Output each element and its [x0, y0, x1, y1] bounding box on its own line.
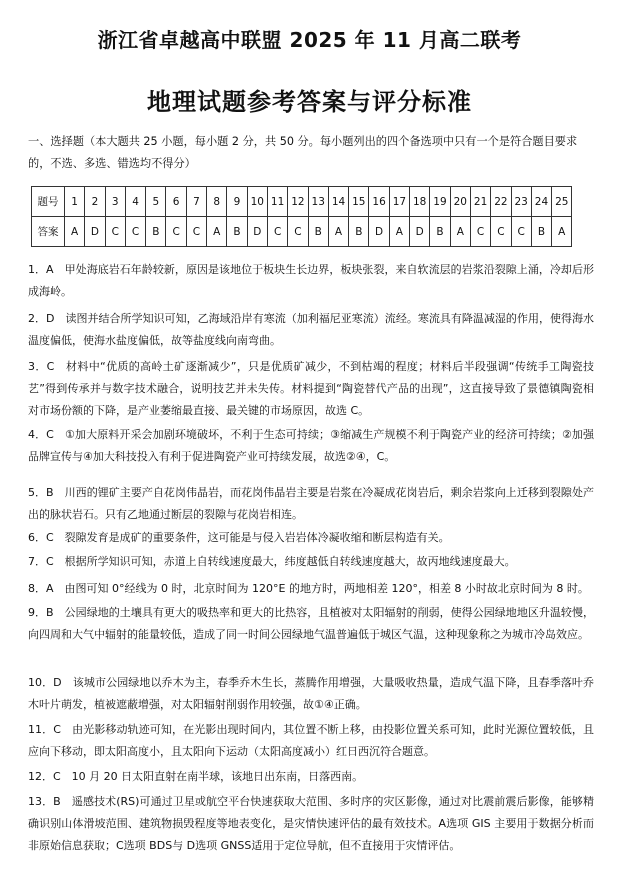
answer-cell: A — [389, 217, 409, 247]
question-number: 4 — [125, 187, 145, 217]
explanation-9: 9．B 公园绿地的土壤具有更大的吸热率和更大的比热容，且植被对太阳辐射的削弱，使得公园绿地地区升温较慢，向四周和大气中辐射的能量较低，造成了同一时间公园绿地气温普遍低于城区气温，这种现象称之为城市冷岛效应。 — [28, 606, 594, 641]
explanation-6: 6．C 裂隙发育是成矿的重要条件，这可能是与侵入岩岩体冷凝收缩和断层构造有关。 — [28, 531, 450, 544]
answer-cell: C — [125, 217, 145, 247]
answer-cell: B — [146, 217, 166, 247]
answer-cell: C — [267, 217, 287, 247]
question-number: 7 — [186, 187, 206, 217]
question-number: 20 — [450, 187, 470, 217]
exam-title: 浙江省卓越高中联盟 2025 年 11 月高二联考 — [97, 28, 522, 52]
question-number: 19 — [430, 187, 450, 217]
answer-cell: A — [65, 217, 85, 247]
answer-cell: B — [227, 217, 247, 247]
answer-cell: D — [369, 217, 389, 247]
question-number: 21 — [470, 187, 490, 217]
question-number: 14 — [328, 187, 348, 217]
explanation-13: 13．B 遥感技术(RS)可通过卫星或航空平台快速获取大范围、多时序的灾区影像，通过对比震前震后影像，能够精确识别山体滑坡范围、建筑物损毁程度等地表变化，是灾情快速评估的最有效技术。A选项 GIS 主要用于数据分析而非原始信息获取；C选项 BDS与 D选项 GNSS适用于定位导航，但不直接用于灾情评估。 — [28, 795, 594, 852]
explanation-2: 2．D 读图并结合所学知识可知，乙海域沿岸有寒流（加利福尼亚寒流）流经。寒流具有降温减湿的作用，使得海水温度偏低，使海水盐度偏低，故等盐度线向南弯曲。 — [28, 312, 594, 347]
explanation-8: 8．A 由图可知 0°经线为 0 时，北京时间为 120°E 的地方时，两地相差 120°，相差 8 小时故北京时间为 8 时。 — [28, 582, 589, 595]
answer-cell: D — [247, 217, 267, 247]
answer-cell: A — [207, 217, 227, 247]
question-number: 24 — [531, 187, 551, 217]
question-number-row — [32, 187, 572, 217]
answer-cell: C — [288, 217, 308, 247]
answer-cell: C — [511, 217, 531, 247]
explanation-12: 12．C 10 月 20 日太阳直射在南半球，该地日出东南，日落西南。 — [28, 770, 364, 783]
explanation-3: 3．C 材料中“优质的高岭土矿逐渐减少”，只是优质矿减少，不到枯竭的程度；材料后半段强调“传统手工陶瓷技艺”得到传承并与数字技术融合，说明技艺并未失传。材料提到“陶瓷替代产品的出现”，这直接导致了景德镇陶瓷相对市场份额的下降，是产业萎缩最直接、最关键的市场原因，故选 C。 — [28, 360, 594, 417]
answer-table — [31, 186, 572, 247]
answer-cell: B — [531, 217, 551, 247]
question-number: 10 — [247, 187, 267, 217]
answer-cell: C — [470, 217, 490, 247]
question-number: 22 — [491, 187, 511, 217]
explanation-4: 4．C ①加大原料开采会加剧环境破坏，不利于生态可持续；③缩减生产规模不利于陶瓷产业的经济可持续；②加强品牌宣传与④加大科技投入有利于促进陶瓷产业可持续发展，故选②④，C。 — [28, 428, 594, 463]
question-number: 17 — [389, 187, 409, 217]
answer-cell: D — [410, 217, 430, 247]
explanation-11: 11．C 由光影移动轨迹可知，在光影出现时间内，其位置不断上移，由投影位置关系可知，此时光源位置较低，且应向下移动，即太阳高度小，且太阳向下运动（太阳高度减小）红日西沉符合题意。 — [28, 723, 594, 758]
explanation-10: 10．D 该城市公园绿地以乔木为主，春季乔木生长，蒸腾作用增强，大量吸收热量，造成气温下降，且春季落叶乔木叶片萌发，植被遮蔽增强，对太阳辐射削弱作用较强，故①④正确。 — [28, 676, 594, 711]
explanation-1: 1．A 甲处海底岩石年龄较新，原因是该地位于板块生长边界，板块张裂，来自软流层的岩浆沿裂隙上涌，冷却后形成海岭。 — [28, 263, 594, 298]
answer-row — [32, 217, 572, 247]
question-number: 15 — [349, 187, 369, 217]
explanation-5: 5．B 川西的锂矿主要产自花岗伟晶岩，而花岗伟晶岩主要是岩浆在冷凝成花岗岩后，剩余岩浆向上迁移到裂隙处产出的脉状岩石。只有乙地通过断层的裂隙与花岗岩相连。 — [28, 486, 594, 521]
question-number: 18 — [410, 187, 430, 217]
row-label-number: 题号 — [32, 187, 65, 217]
answer-cell: B — [349, 217, 369, 247]
question-number: 8 — [207, 187, 227, 217]
row-label-answer: 答案 — [32, 217, 65, 247]
question-number: 12 — [288, 187, 308, 217]
question-number: 13 — [308, 187, 328, 217]
explanation-7: 7．C 根据所学知识可知，赤道上自转线速度最大，纬度越低自转线速度越大，故丙地线速度最大。 — [28, 555, 516, 568]
answer-cell: B — [308, 217, 328, 247]
question-number: 5 — [146, 187, 166, 217]
answer-cell: C — [186, 217, 206, 247]
question-number: 3 — [105, 187, 125, 217]
question-number: 6 — [166, 187, 186, 217]
question-number: 2 — [85, 187, 105, 217]
answer-cell: B — [430, 217, 450, 247]
answer-cell: A — [328, 217, 348, 247]
answer-cell: D — [85, 217, 105, 247]
question-number: 23 — [511, 187, 531, 217]
question-number: 25 — [552, 187, 572, 217]
section-intro: 一、选择题（本大题共 25 小题，每小题 2 分，共 50 分。每小题列出的四个备选项中只有一个是符合题目要求的，不选、多选、错选均不得分） — [28, 135, 578, 170]
answer-cell: C — [105, 217, 125, 247]
answer-cell: A — [450, 217, 470, 247]
question-number: 9 — [227, 187, 247, 217]
document-title: 地理试题参考答案与评分标准 — [147, 88, 472, 116]
answer-cell: C — [491, 217, 511, 247]
question-number: 16 — [369, 187, 389, 217]
answer-cell: A — [552, 217, 572, 247]
answer-cell: C — [166, 217, 186, 247]
question-number: 1 — [65, 187, 85, 217]
question-number: 11 — [267, 187, 287, 217]
